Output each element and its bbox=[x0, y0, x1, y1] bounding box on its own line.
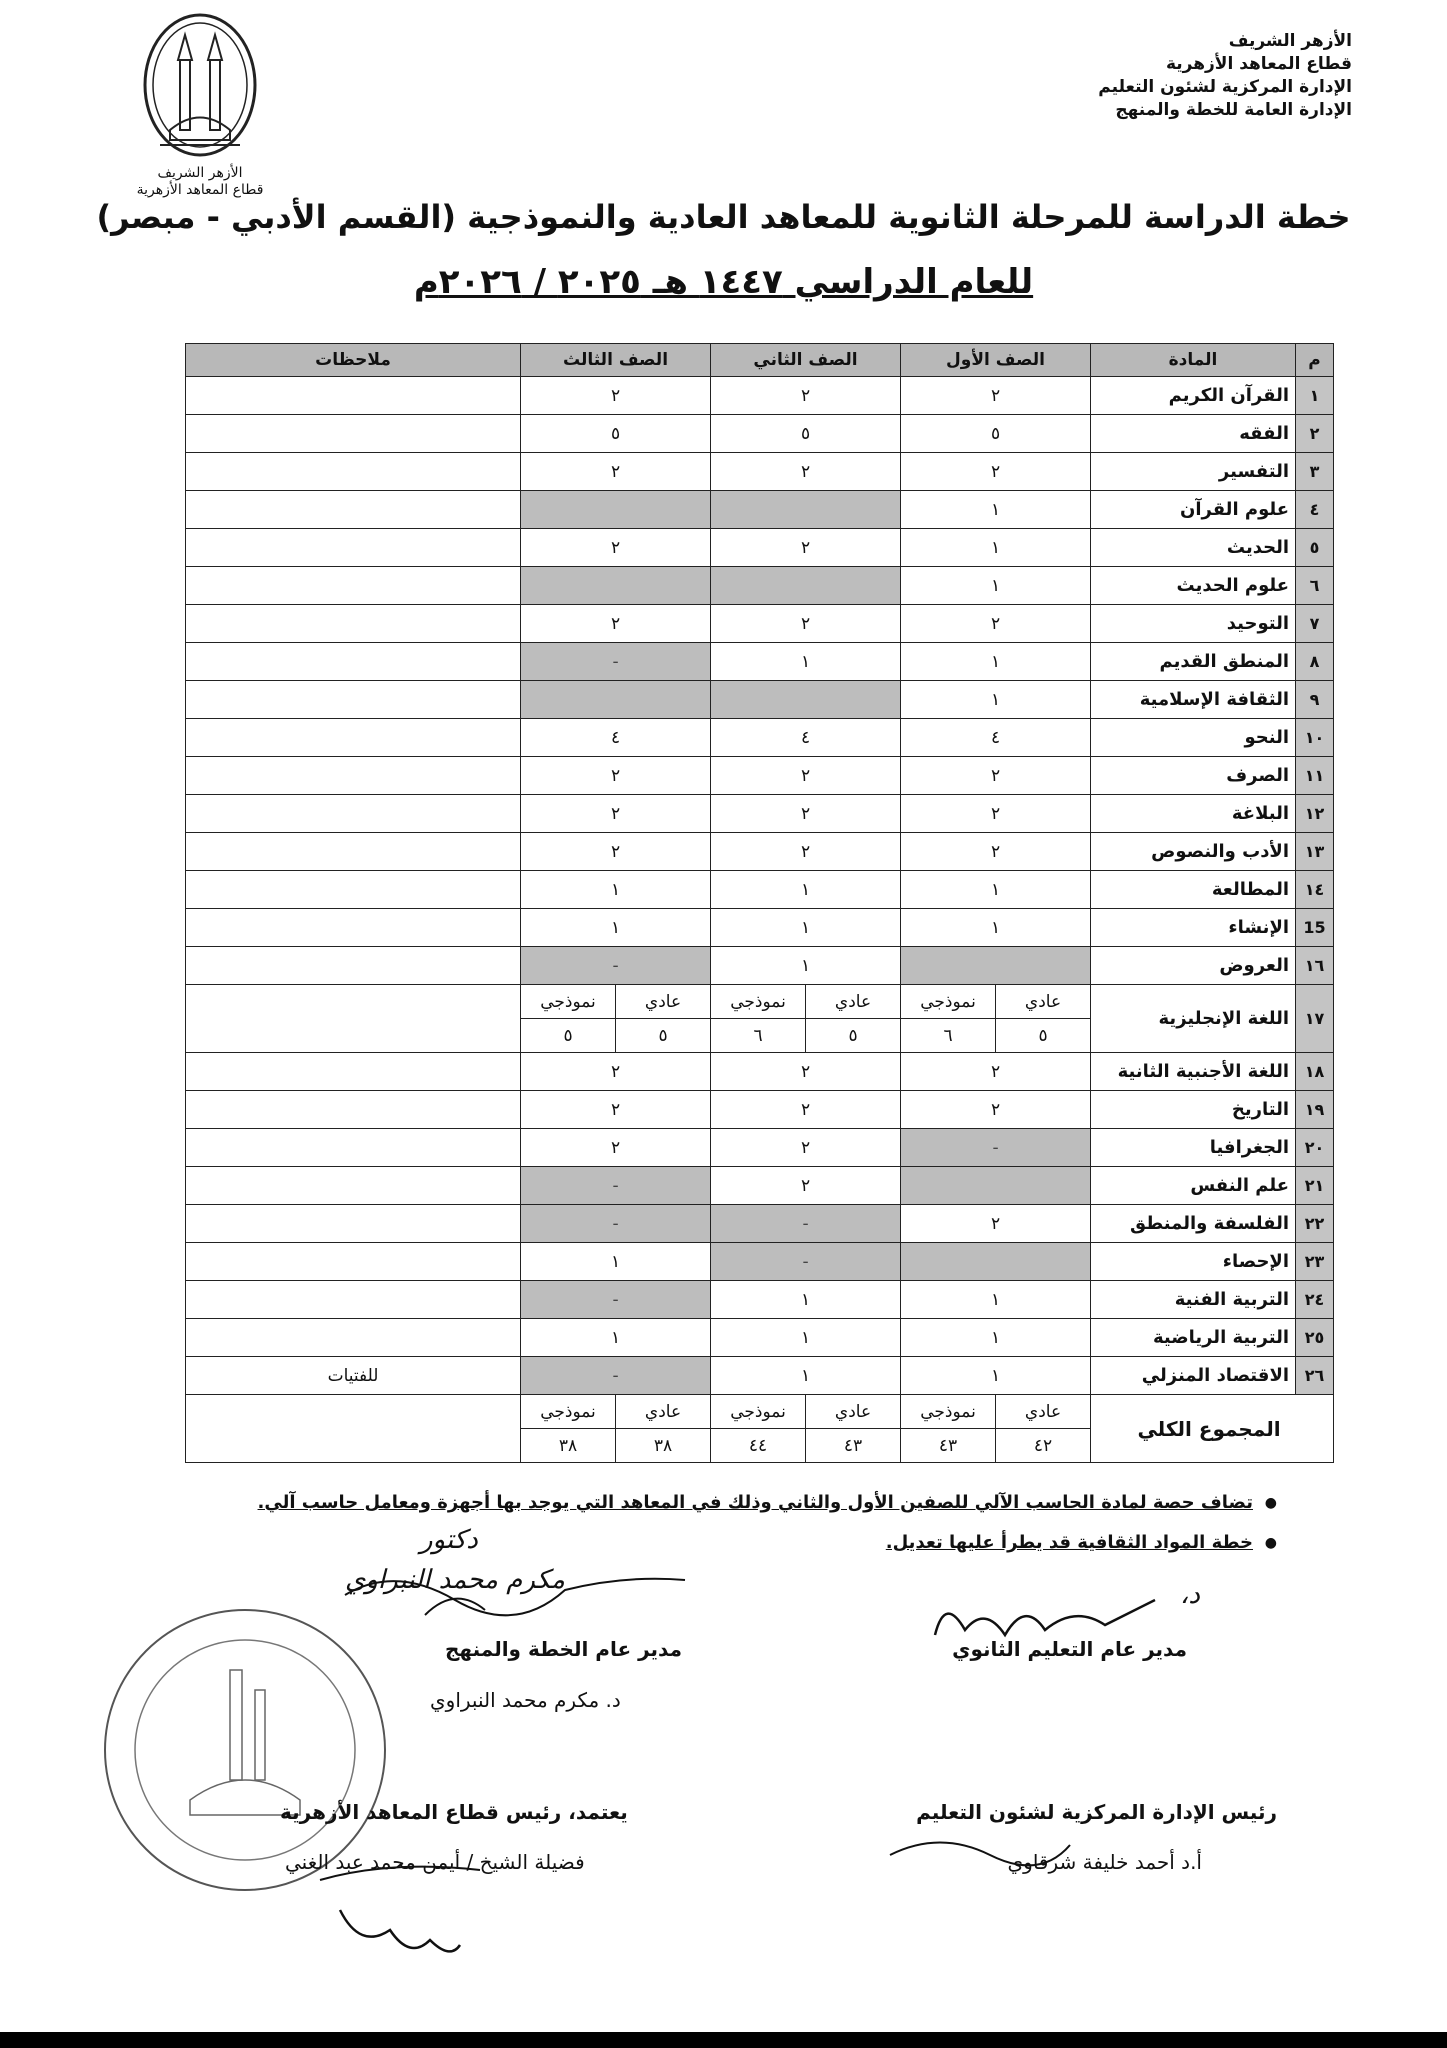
total-value: ٣٨ bbox=[521, 1429, 616, 1463]
subject-cell: الإحصاء bbox=[1091, 1243, 1296, 1281]
table-row bbox=[186, 415, 1334, 453]
table-row bbox=[186, 871, 1334, 909]
handwritten-title: دكتور bbox=[420, 1525, 478, 1555]
value-cell: ٢ bbox=[711, 377, 901, 415]
central-head-title: رئيس الإدارة المركزية لشئون التعليم bbox=[916, 1800, 1277, 1824]
org-line: قطاع المعاهد الأزهرية bbox=[1165, 54, 1352, 74]
value-cell: ٢ bbox=[901, 605, 1091, 643]
value-cell: ٢ bbox=[521, 453, 711, 491]
subject-cell: الحديث bbox=[1091, 529, 1296, 567]
document-subtitle: للعام الدراسي ١٤٤٧ هـ ٢٠٢٥ / ٢٠٢٦م bbox=[413, 262, 1034, 302]
notes-cell bbox=[186, 1205, 521, 1243]
subject-cell: التفسير bbox=[1091, 453, 1296, 491]
notes-cell bbox=[186, 909, 521, 947]
value-cell: ٢ bbox=[711, 1053, 901, 1091]
notes-cell bbox=[186, 1091, 521, 1129]
subject-cell: الأدب والنصوص bbox=[1091, 833, 1296, 871]
table-row bbox=[186, 529, 1334, 567]
row-num: ٧ bbox=[1296, 605, 1334, 643]
notes-cell bbox=[186, 1167, 521, 1205]
col-grade1-header: الصف الأول bbox=[901, 344, 1091, 377]
total-label: المجموع الكلي bbox=[1091, 1395, 1334, 1463]
subject-cell: التاريخ bbox=[1091, 1091, 1296, 1129]
table-row bbox=[186, 909, 1334, 947]
row-num: ٤ bbox=[1296, 491, 1334, 529]
value-cell: ٢ bbox=[711, 795, 901, 833]
row-num: ٢٢ bbox=[1296, 1205, 1334, 1243]
value-cell: ١ bbox=[711, 1319, 901, 1357]
row-num: ١٦ bbox=[1296, 947, 1334, 985]
type-label: نموذجي bbox=[711, 985, 806, 1019]
row-num: ٢٤ bbox=[1296, 1281, 1334, 1319]
signature-scribble-icon bbox=[880, 1825, 1080, 1875]
value-cell: ٥ bbox=[996, 1019, 1091, 1053]
value-cell: ١ bbox=[711, 871, 901, 909]
note-item: ● تضاف حصة لمادة الحاسب الآلي للصفين الأول والثاني وذلك في المعاهد التي يوجد بها أجهزة ومعامل حاسب آلي. bbox=[177, 1488, 1277, 1528]
handwritten-name: مكرم محمد النبراوي bbox=[345, 1565, 565, 1595]
subject-cell: الثقافة الإسلامية bbox=[1091, 681, 1296, 719]
row-num: ٢٦ bbox=[1296, 1357, 1334, 1395]
value-cell: ١ bbox=[901, 643, 1091, 681]
notes-cell bbox=[186, 681, 521, 719]
value-cell bbox=[901, 1167, 1091, 1205]
notes-cell bbox=[186, 605, 521, 643]
value-cell: ٢ bbox=[711, 833, 901, 871]
col-num-header: م bbox=[1296, 344, 1334, 377]
plan-director-name: د. مكرم محمد النبراوي bbox=[430, 1688, 621, 1712]
subject-cell: الفقه bbox=[1091, 415, 1296, 453]
notes-cell bbox=[186, 415, 521, 453]
value-cell: ٢ bbox=[521, 377, 711, 415]
value-cell: - bbox=[711, 1205, 901, 1243]
value-cell: ٢ bbox=[901, 833, 1091, 871]
table-row bbox=[186, 1167, 1334, 1205]
table-row bbox=[186, 833, 1334, 871]
value-cell: ٢ bbox=[901, 377, 1091, 415]
notes-cell bbox=[186, 1395, 521, 1463]
row-num: 15 bbox=[1296, 909, 1334, 947]
subject-cell: العروض bbox=[1091, 947, 1296, 985]
table-body-a bbox=[186, 377, 1334, 985]
value-cell: ١ bbox=[901, 681, 1091, 719]
study-plan-table bbox=[185, 343, 1334, 1463]
value-cell: ٦ bbox=[901, 1019, 996, 1053]
secondary-director-title: مدير عام التعليم الثانوي bbox=[952, 1637, 1187, 1661]
sector-head-name: فضيلة الشيخ / أيمن محمد عبد الغني bbox=[285, 1850, 585, 1874]
type-label: عادي bbox=[616, 1395, 711, 1429]
row-num: ٦ bbox=[1296, 567, 1334, 605]
value-cell: ٥ bbox=[711, 415, 901, 453]
subject-cell: النحو bbox=[1091, 719, 1296, 757]
value-cell: ٢ bbox=[711, 1167, 901, 1205]
value-cell bbox=[711, 681, 901, 719]
notes-cell bbox=[186, 1281, 521, 1319]
value-cell bbox=[711, 567, 901, 605]
organization-header bbox=[1052, 30, 1352, 122]
notes-cell bbox=[186, 1243, 521, 1281]
type-label: عادي bbox=[996, 1395, 1091, 1429]
row-num: ١٣ bbox=[1296, 833, 1334, 871]
value-cell: ١ bbox=[901, 1281, 1091, 1319]
type-label: نموذجي bbox=[901, 1395, 996, 1429]
value-cell bbox=[901, 1243, 1091, 1281]
table-row bbox=[186, 1091, 1334, 1129]
type-label: عادي bbox=[806, 1395, 901, 1429]
notes-cell bbox=[186, 871, 521, 909]
notes-cell bbox=[186, 1319, 521, 1357]
row-num: ٨ bbox=[1296, 643, 1334, 681]
row-num: ١٢ bbox=[1296, 795, 1334, 833]
value-cell: - bbox=[901, 1129, 1091, 1167]
note-item: ● خطة المواد الثقافية قد يطرأ عليها تعديل. bbox=[177, 1528, 1277, 1568]
subject-cell: القرآن الكريم bbox=[1091, 377, 1296, 415]
col-notes-header: ملاحظات bbox=[186, 344, 521, 377]
subject-cell: الجغرافيا bbox=[1091, 1129, 1296, 1167]
value-cell: ٥ bbox=[616, 1019, 711, 1053]
row-num: ١٩ bbox=[1296, 1091, 1334, 1129]
row-num: ١٠ bbox=[1296, 719, 1334, 757]
subject-cell: المطالعة bbox=[1091, 871, 1296, 909]
table-header-row bbox=[186, 344, 1334, 377]
value-cell: - bbox=[521, 643, 711, 681]
row-num: ١٧ bbox=[1296, 985, 1334, 1053]
table-row bbox=[186, 377, 1334, 415]
handwritten-mark: د، bbox=[1180, 1580, 1200, 1610]
row-num: ٢١ bbox=[1296, 1167, 1334, 1205]
value-cell bbox=[521, 491, 711, 529]
value-cell: - bbox=[711, 1243, 901, 1281]
org-line: الإدارة المركزية لشئون التعليم bbox=[1098, 77, 1352, 97]
table-row bbox=[186, 757, 1334, 795]
value-cell: ١ bbox=[521, 871, 711, 909]
type-label: عادي bbox=[996, 985, 1091, 1019]
total-value: ٤٤ bbox=[711, 1429, 806, 1463]
subject-cell: اللغة الأجنبية الثانية bbox=[1091, 1053, 1296, 1091]
subject-cell: الاقتصاد المنزلي bbox=[1091, 1357, 1296, 1395]
table-row bbox=[186, 795, 1334, 833]
row-num: ٢٠ bbox=[1296, 1129, 1334, 1167]
subject-cell: التربية الفنية bbox=[1091, 1281, 1296, 1319]
notes-cell bbox=[186, 491, 521, 529]
subject-cell: علوم الحديث bbox=[1091, 567, 1296, 605]
notes-cell bbox=[186, 1129, 521, 1167]
table-row bbox=[186, 491, 1334, 529]
value-cell: ٢ bbox=[521, 1091, 711, 1129]
col-grade2-header: الصف الثاني bbox=[711, 344, 901, 377]
row-num: ١٤ bbox=[1296, 871, 1334, 909]
value-cell: ٢ bbox=[711, 529, 901, 567]
table-row bbox=[186, 567, 1334, 605]
total-value: ٤٣ bbox=[806, 1429, 901, 1463]
subject-cell: علوم القرآن bbox=[1091, 491, 1296, 529]
subject-cell: الصرف bbox=[1091, 757, 1296, 795]
logo-caption-line: قطاع المعاهد الأزهرية bbox=[136, 182, 264, 198]
value-cell: ٦ bbox=[711, 1019, 806, 1053]
subject-cell: التوحيد bbox=[1091, 605, 1296, 643]
notes-cell bbox=[186, 529, 521, 567]
value-cell: ٢ bbox=[521, 795, 711, 833]
value-cell: ٤ bbox=[711, 719, 901, 757]
notes-cell bbox=[186, 1053, 521, 1091]
value-cell: ٢ bbox=[521, 1053, 711, 1091]
value-cell: ١ bbox=[901, 491, 1091, 529]
table-row bbox=[186, 1395, 1334, 1429]
value-cell: ٥ bbox=[901, 415, 1091, 453]
notes-cell bbox=[186, 453, 521, 491]
org-line: الأزهر الشريف bbox=[1228, 31, 1352, 51]
table-row bbox=[186, 453, 1334, 491]
value-cell: ٤ bbox=[901, 719, 1091, 757]
row-num: ٩ bbox=[1296, 681, 1334, 719]
table-row bbox=[186, 1053, 1334, 1091]
value-cell: ٥ bbox=[806, 1019, 901, 1053]
value-cell bbox=[521, 681, 711, 719]
subject-cell: البلاغة bbox=[1091, 795, 1296, 833]
type-label: عادي bbox=[616, 985, 711, 1019]
table-row bbox=[186, 1319, 1334, 1357]
notes-cell bbox=[186, 795, 521, 833]
value-cell bbox=[521, 567, 711, 605]
table-row bbox=[186, 1281, 1334, 1319]
value-cell: ٢ bbox=[521, 833, 711, 871]
total-value: ٤٢ bbox=[996, 1429, 1091, 1463]
row-num: ٢٥ bbox=[1296, 1319, 1334, 1357]
footer-bar bbox=[0, 2032, 1447, 2048]
value-cell: ١ bbox=[711, 947, 901, 985]
value-cell: ١ bbox=[521, 1319, 711, 1357]
value-cell: ١ bbox=[901, 1319, 1091, 1357]
total-value: ٣٨ bbox=[616, 1429, 711, 1463]
notes-cell bbox=[186, 567, 521, 605]
table-row bbox=[186, 985, 1334, 1019]
value-cell: ٢ bbox=[521, 529, 711, 567]
value-cell: ٢ bbox=[711, 1091, 901, 1129]
value-cell: ٢ bbox=[521, 757, 711, 795]
row-num: ١ bbox=[1296, 377, 1334, 415]
logo-caption bbox=[115, 165, 285, 199]
value-cell: ٥ bbox=[521, 1019, 616, 1053]
value-cell: ٢ bbox=[711, 605, 901, 643]
value-cell: ٢ bbox=[901, 1053, 1091, 1091]
table-row bbox=[186, 1243, 1334, 1281]
value-cell: ٢ bbox=[901, 795, 1091, 833]
notes-cell bbox=[186, 643, 521, 681]
value-cell: ١ bbox=[901, 909, 1091, 947]
value-cell: ١ bbox=[901, 1357, 1091, 1395]
table-row bbox=[186, 719, 1334, 757]
notes-cell bbox=[186, 947, 521, 985]
type-label: عادي bbox=[806, 985, 901, 1019]
value-cell: ١ bbox=[901, 871, 1091, 909]
row-num: ١١ bbox=[1296, 757, 1334, 795]
row-num: ١٨ bbox=[1296, 1053, 1334, 1091]
type-label: نموذجي bbox=[521, 985, 616, 1019]
total-value: ٤٣ bbox=[901, 1429, 996, 1463]
table-row bbox=[186, 605, 1334, 643]
table-row bbox=[186, 681, 1334, 719]
value-cell: - bbox=[521, 1357, 711, 1395]
table-row bbox=[186, 1205, 1334, 1243]
english-block bbox=[186, 985, 1334, 1053]
value-cell: ١ bbox=[711, 909, 901, 947]
subject-cell: المنطق القديم bbox=[1091, 643, 1296, 681]
sector-head-title: يعتمد، رئيس قطاع المعاهد الأزهرية bbox=[280, 1800, 628, 1824]
row-num: ٢٣ bbox=[1296, 1243, 1334, 1281]
table-row bbox=[186, 947, 1334, 985]
value-cell: ١ bbox=[711, 1281, 901, 1319]
document-title: خطة الدراسة للمرحلة الثانوية للمعاهد العادية والنموذجية (القسم الأدبي - مبصر) bbox=[96, 198, 1351, 236]
value-cell: ١ bbox=[901, 529, 1091, 567]
value-cell: ١ bbox=[901, 567, 1091, 605]
value-cell: ١ bbox=[711, 1357, 901, 1395]
value-cell bbox=[901, 947, 1091, 985]
value-cell: ١ bbox=[521, 1243, 711, 1281]
row-num: ٢ bbox=[1296, 415, 1334, 453]
col-grade3-header: الصف الثالث bbox=[521, 344, 711, 377]
total-block bbox=[186, 1395, 1334, 1463]
notes-cell: للفتيات bbox=[186, 1357, 521, 1395]
org-line: الإدارة العامة للخطة والمنهج bbox=[1115, 100, 1352, 120]
value-cell: ٢ bbox=[711, 757, 901, 795]
notes-cell bbox=[186, 377, 521, 415]
value-cell: - bbox=[521, 1205, 711, 1243]
central-head-name: أ.د أحمد خليفة شرقاوي bbox=[1007, 1850, 1202, 1874]
value-cell: ٢ bbox=[521, 605, 711, 643]
type-label: نموذجي bbox=[521, 1395, 616, 1429]
subject-cell: الإنشاء bbox=[1091, 909, 1296, 947]
value-cell: - bbox=[521, 1167, 711, 1205]
value-cell: ٢ bbox=[901, 1091, 1091, 1129]
value-cell: ٤ bbox=[521, 719, 711, 757]
row-num: ٥ bbox=[1296, 529, 1334, 567]
signature-scribble-icon bbox=[300, 1850, 500, 1960]
row-num: ٣ bbox=[1296, 453, 1334, 491]
type-label: نموذجي bbox=[711, 1395, 806, 1429]
type-label: نموذجي bbox=[901, 985, 996, 1019]
value-cell: ٢ bbox=[901, 757, 1091, 795]
table-body-b bbox=[186, 1053, 1334, 1395]
table-row bbox=[186, 643, 1334, 681]
value-cell: ٢ bbox=[901, 453, 1091, 491]
value-cell: - bbox=[521, 947, 711, 985]
notes-cell bbox=[186, 757, 521, 795]
azhar-logo-icon bbox=[130, 10, 270, 170]
value-cell: ١ bbox=[711, 643, 901, 681]
col-subject-header: المادة bbox=[1091, 344, 1296, 377]
plan-director-title: مدير عام الخطة والمنهج bbox=[445, 1637, 682, 1661]
value-cell: ٥ bbox=[521, 415, 711, 453]
subject-cell: الفلسفة والمنطق bbox=[1091, 1205, 1296, 1243]
value-cell: - bbox=[521, 1281, 711, 1319]
subject-cell: التربية الرياضية bbox=[1091, 1319, 1296, 1357]
value-cell bbox=[711, 491, 901, 529]
logo-caption-line: الأزهر الشريف bbox=[157, 165, 243, 181]
value-cell: ٢ bbox=[901, 1205, 1091, 1243]
subject-cell: اللغة الإنجليزية bbox=[1091, 985, 1296, 1053]
value-cell: ١ bbox=[521, 909, 711, 947]
table-row bbox=[186, 1129, 1334, 1167]
table-row bbox=[186, 1357, 1334, 1395]
subject-cell: علم النفس bbox=[1091, 1167, 1296, 1205]
notes-cell bbox=[186, 719, 521, 757]
value-cell: ٢ bbox=[521, 1129, 711, 1167]
notes-cell bbox=[186, 985, 521, 1053]
notes-cell bbox=[186, 833, 521, 871]
value-cell: ٢ bbox=[711, 1129, 901, 1167]
value-cell: ٢ bbox=[711, 453, 901, 491]
